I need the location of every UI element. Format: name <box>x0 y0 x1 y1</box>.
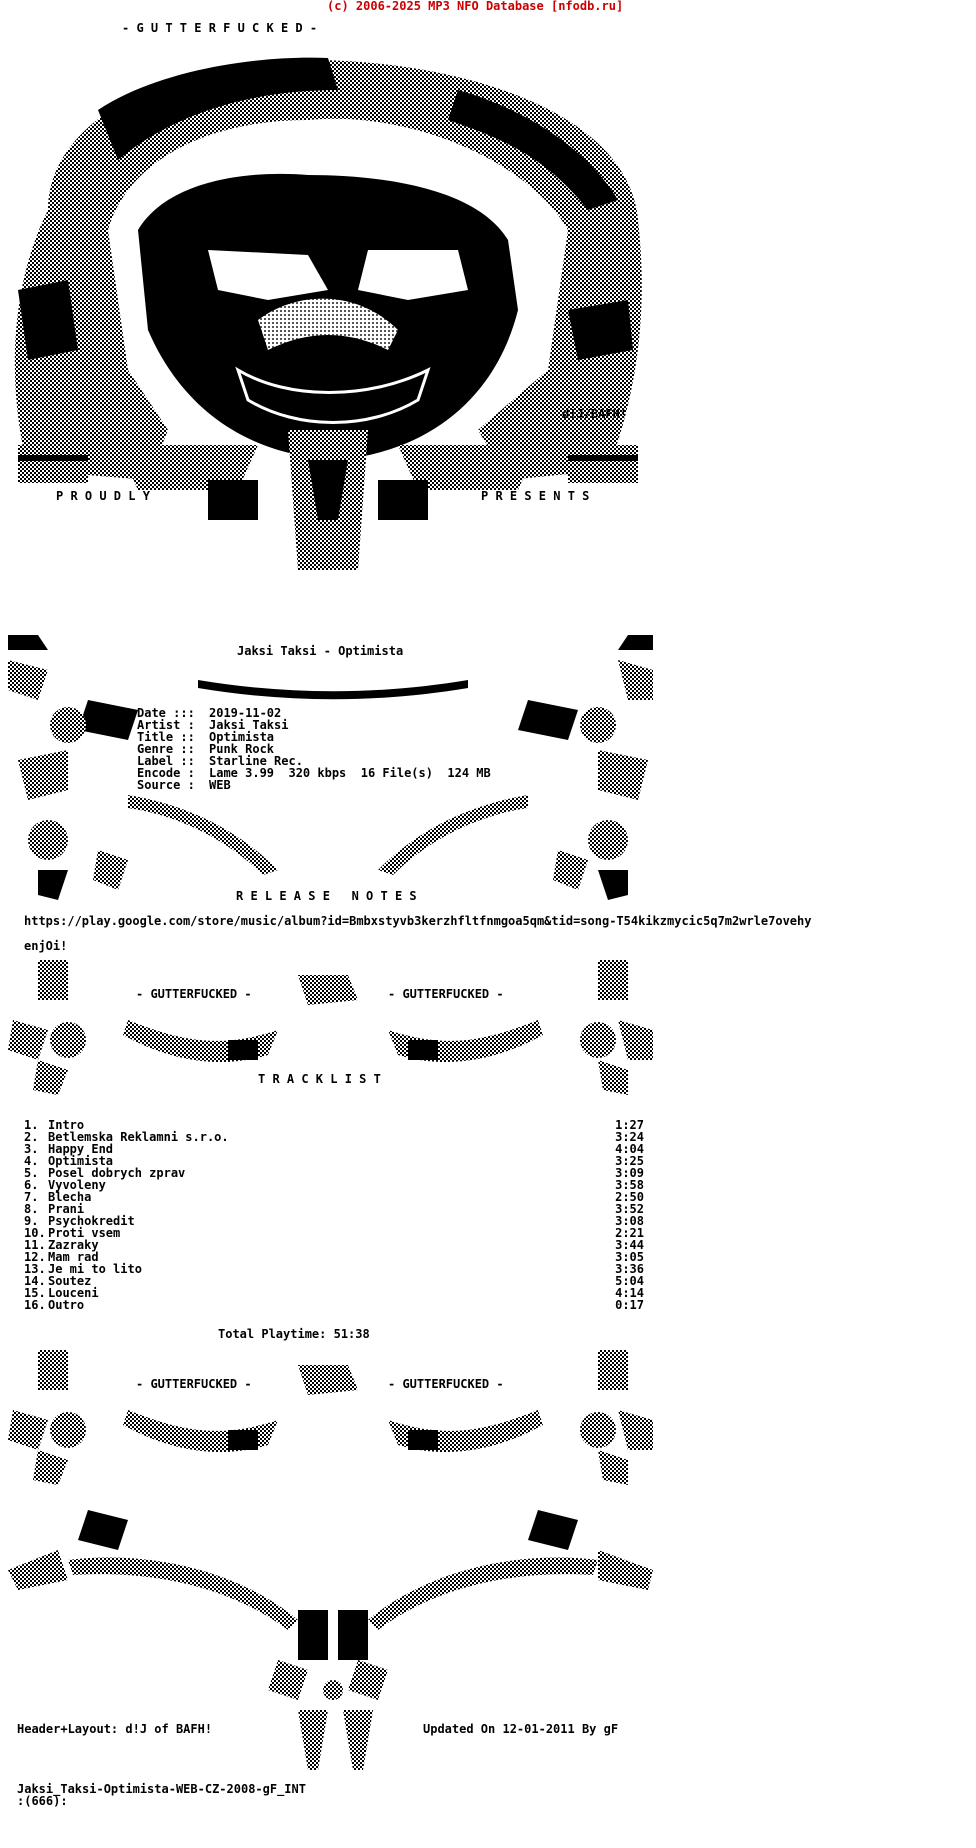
info-row <box>137 766 491 778</box>
info-row <box>137 730 274 742</box>
track-title: Soutez <box>48 1274 92 1288</box>
track-title: Intro <box>48 1118 85 1132</box>
track-row <box>24 1286 644 1298</box>
track-number: 6. <box>24 1178 39 1192</box>
track-time: 1:27 <box>615 1118 644 1132</box>
track-time: 3:44 <box>615 1238 644 1252</box>
info-row <box>137 754 303 766</box>
track-title: Optimista <box>48 1154 114 1168</box>
track-title: Happy End <box>48 1142 114 1156</box>
track-row <box>24 1238 644 1250</box>
info-value: Jaksi Taksi <box>209 718 289 732</box>
track-time: 3:08 <box>615 1214 644 1228</box>
track-number: 7. <box>24 1190 39 1204</box>
info-label: Date ::: <box>137 706 195 720</box>
track-title: Je mi to lito <box>48 1262 142 1276</box>
track-title: Blecha <box>48 1190 92 1204</box>
track-time: 3:09 <box>615 1166 644 1180</box>
presents-center: gF <box>318 489 333 503</box>
track-number: 1. <box>24 1118 39 1132</box>
track-number: 8. <box>24 1202 39 1216</box>
track-row <box>24 1142 644 1154</box>
info-label: Genre :: <box>137 742 195 756</box>
info-row <box>137 778 231 790</box>
footer-right: Updated On 12-01-2011 By gF <box>423 1722 619 1736</box>
track-title: Louceni <box>48 1286 99 1300</box>
footer-left: Header+Layout: d!J of BAFH! <box>17 1722 213 1736</box>
header-banner: - G U T T E R F U C K E D - <box>122 21 318 35</box>
track-row <box>24 1202 644 1214</box>
track-time: 3:25 <box>615 1154 644 1168</box>
track-time: 5:04 <box>615 1274 644 1288</box>
track-row <box>24 1166 644 1178</box>
track-title: Zazraky <box>48 1238 99 1252</box>
track-time: 2:21 <box>615 1226 644 1240</box>
info-label: Label :: <box>137 754 195 768</box>
track-title: Mam rad <box>48 1250 99 1264</box>
track-number: 2. <box>24 1130 39 1144</box>
track-time: 3:58 <box>615 1178 644 1192</box>
track-number: 9. <box>24 1214 39 1228</box>
release-notes-url[interactable]: https://play.google.com/store/music/album?id=Bmbxstyvb3kerzhfltfnmgoa5qm&tid=song-T54kikzmycic5q7m2wrle7ovehy <box>24 914 812 928</box>
divider-label-right: - GUTTERFUCKED - <box>388 987 504 1001</box>
info-label: Artist : <box>137 718 195 732</box>
total-playtime: Total Playtime: 51:38 <box>218 1327 370 1341</box>
release-notes-heading: R E L E A S E N O T E S <box>236 889 417 903</box>
track-title: Proti vsem <box>48 1226 121 1240</box>
track-row <box>24 1190 644 1202</box>
tracklist-heading: T R A C K L I S T <box>258 1072 381 1086</box>
release-title: Jaksi Taksi - Optimista <box>237 644 404 658</box>
track-title: Prani <box>48 1202 85 1216</box>
track-time: 2:50 <box>615 1190 644 1204</box>
track-number: 15. <box>24 1286 46 1300</box>
divider-art-bottom <box>8 1350 658 1490</box>
presents-right: P R E S E N T S <box>481 489 590 503</box>
info-label: Encode : <box>137 766 195 780</box>
track-number: 13. <box>24 1262 46 1276</box>
track-number: 11. <box>24 1238 46 1252</box>
track-row <box>24 1178 644 1190</box>
info-value: 2019-11-02 <box>209 706 282 720</box>
track-time: 4:14 <box>615 1286 644 1300</box>
track-number: 3. <box>24 1142 39 1156</box>
track-time: 4:04 <box>615 1142 644 1156</box>
info-row <box>137 742 274 754</box>
track-row <box>24 1262 644 1274</box>
info-frame-art <box>8 630 658 903</box>
track-title: Betlemska Reklamni s.r.o. <box>48 1130 229 1144</box>
track-row <box>24 1154 644 1166</box>
track-number: 14. <box>24 1274 46 1288</box>
info-value: Optimista <box>209 730 275 744</box>
track-title: Vyvoleny <box>48 1178 106 1192</box>
track-title: Outro <box>48 1298 85 1312</box>
track-time: 3:36 <box>615 1262 644 1276</box>
track-row <box>24 1226 644 1238</box>
info-value: WEB <box>209 778 231 792</box>
track-number: 10. <box>24 1226 46 1240</box>
track-row <box>24 1214 644 1226</box>
track-row <box>24 1250 644 1262</box>
track-title: Psychokredit <box>48 1214 135 1228</box>
track-row <box>24 1130 644 1142</box>
signature: :(666): <box>17 1794 68 1808</box>
info-row <box>137 718 288 730</box>
track-time: 3:52 <box>615 1202 644 1216</box>
track-title: Posel dobrych zprav <box>48 1166 186 1180</box>
track-time: 3:24 <box>615 1130 644 1144</box>
art-credit: d!J/BAFH! <box>562 407 628 421</box>
track-row <box>24 1118 644 1130</box>
track-number: 5. <box>24 1166 39 1180</box>
info-label: Title :: <box>137 730 195 744</box>
divider-label-left-2: - GUTTERFUCKED - <box>136 1377 252 1391</box>
copyright-line: (c) 2006-2025 MP3 NFO Database [nfodb.ru] <box>327 0 624 13</box>
info-value: Punk Rock <box>209 742 275 756</box>
info-label: Source : <box>137 778 195 792</box>
presents-left: P R O U D L Y <box>56 489 150 503</box>
release-name: Jaksi_Taksi-Optimista-WEB-CZ-2008-gF_INT <box>17 1782 306 1796</box>
divider-label-right-2: - GUTTERFUCKED - <box>388 1377 504 1391</box>
track-number: 4. <box>24 1154 39 1168</box>
info-value: Lame 3.99 320 kbps 16 File(s) 124 MB <box>209 766 491 780</box>
track-number: 16. <box>24 1298 46 1312</box>
enjoy-text: enjOi! <box>24 939 68 953</box>
face-ascii-art <box>8 50 648 620</box>
divider-label-left: - GUTTERFUCKED - <box>136 987 252 1001</box>
track-row <box>24 1274 644 1286</box>
track-number: 12. <box>24 1250 46 1264</box>
info-value: Starline Rec. <box>209 754 303 768</box>
track-time: 3:05 <box>615 1250 644 1264</box>
track-row <box>24 1298 644 1310</box>
track-time: 0:17 <box>615 1298 644 1312</box>
info-row <box>137 706 281 718</box>
